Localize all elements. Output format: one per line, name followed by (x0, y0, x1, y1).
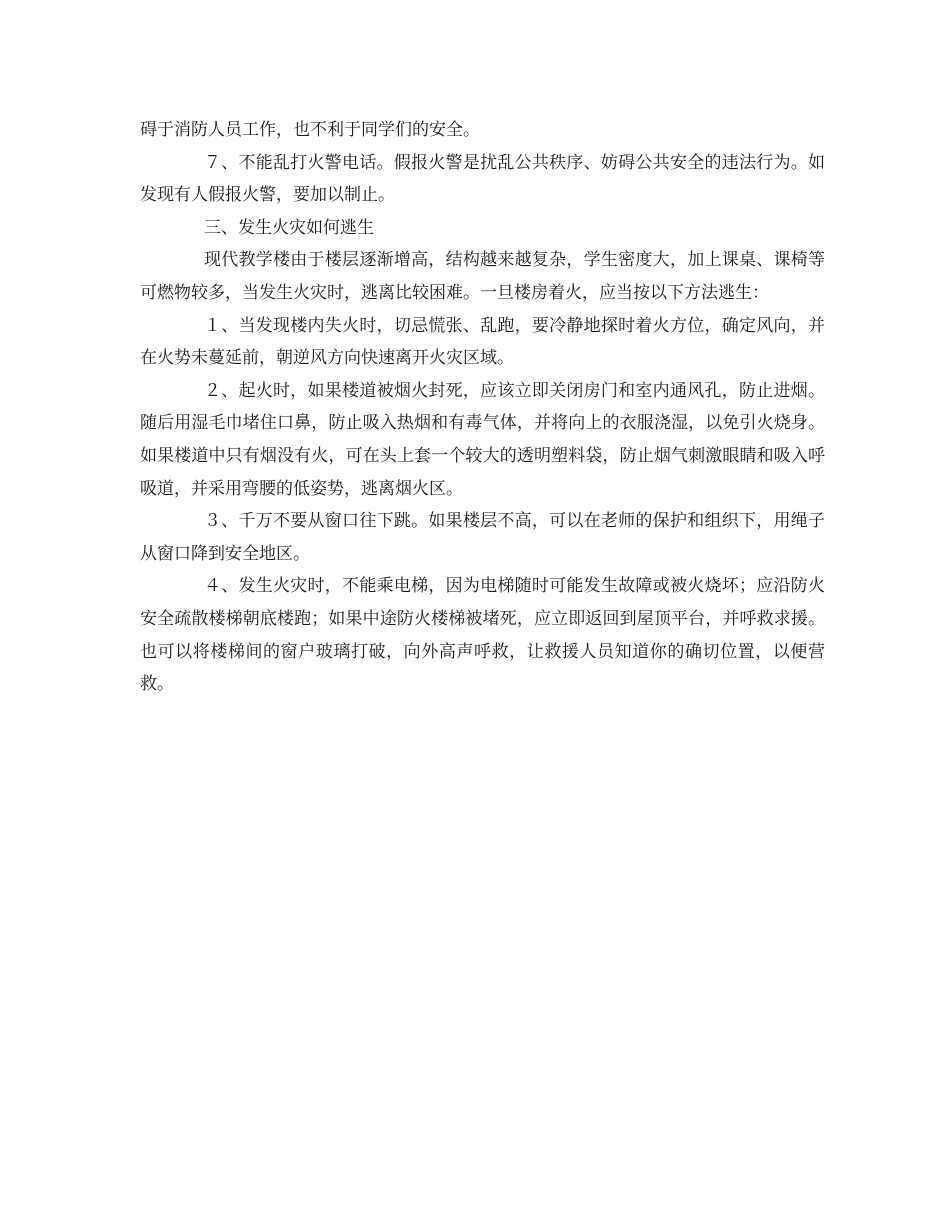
paragraph-item-3: ３、千万不要从窗口往下跳。如果楼层不高，可以在老师的保护和组织下，用绳子从窗口降到安全地区。 (140, 511, 825, 564)
section-heading-fire-escape: 三、发生火灾如何逃生 (204, 217, 374, 238)
paragraph-item-4: ４、发生火灾时，不能乘电梯，因为电梯随时可能发生故障或被火烧坏；应沿防火安全疏散楼梯朝底楼跑；如果中途防火楼梯被堵死，应立即返回到屋顶平台，并呼救求援。也可以将楼梯间的窗户玻璃打破，向外高声呼救，让救援人员知道你的确切位置，以便营救。 (140, 576, 825, 695)
paragraph-continuation: 碍于消防人员工作，也不利于同学们的安全。 (140, 120, 480, 140)
paragraph-item-7: ７、不能乱打火警电话。假报火警是扰乱公共秩序、妨碍公共安全的违法行为。如发现有人假报火警，要加以制止。 (140, 152, 825, 206)
paragraph-item-1: １、当发现楼内失火时，切忌慌张、乱跑，要冷静地探时着火方位，确定风向，并在火势未蔓延前，朝逆风方向快速离开火灾区域。 (140, 315, 825, 369)
paragraph-item-2: ２、起火时，如果楼道被烟火封死，应该立即关闭房门和室内通风孔，防止进烟。随后用湿毛巾堵住口鼻，防止吸入热烟和有毒气体，并将向上的衣服浇湿，以免引火烧身。如果楼道中只有烟没有火，可在头上套一个较大的透明塑料袋，防止烟气刺激眼睛和吸入呼吸道，并采用弯腰的低姿势，逃离烟火区。 (140, 380, 825, 499)
document-body (140, 114, 825, 701)
paragraph-intro: 现代教学楼由于楼层逐渐增高，结构越来越复杂，学生密度大，加上课桌、课椅等可燃物较多，当发生火灾时，逃离比较困难。一旦楼房着火，应当按以下方法逃生： (140, 250, 825, 303)
